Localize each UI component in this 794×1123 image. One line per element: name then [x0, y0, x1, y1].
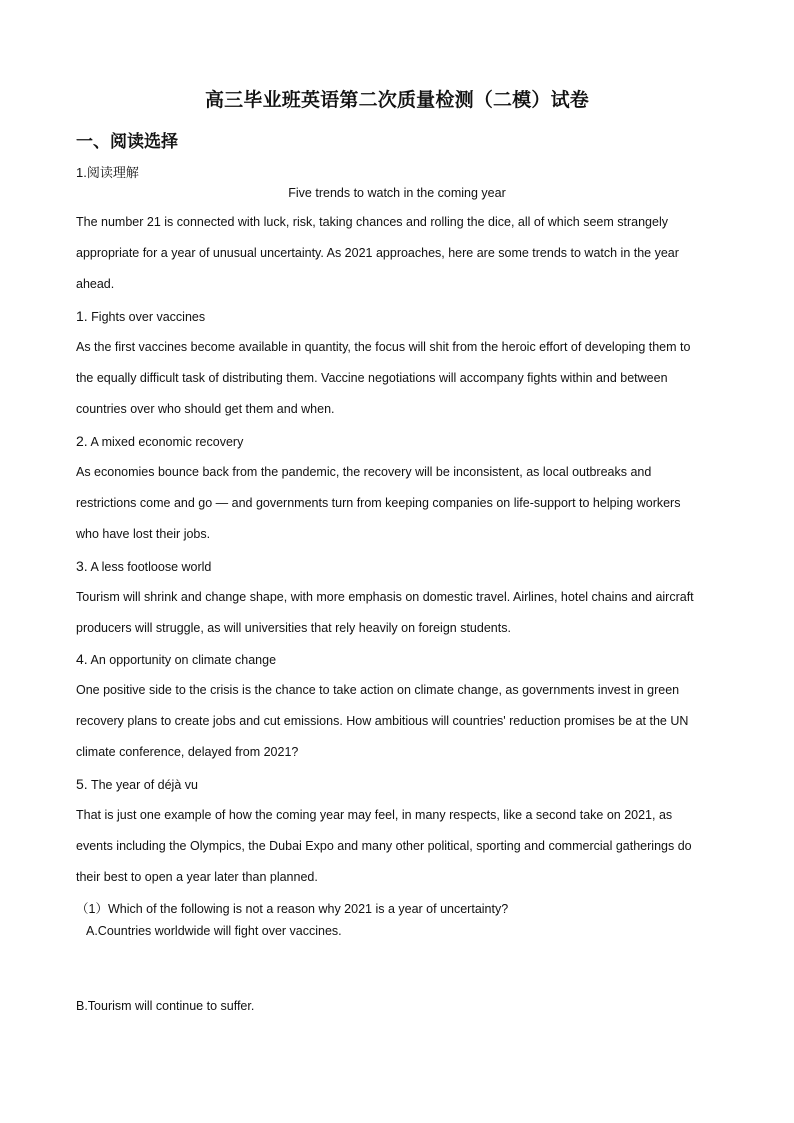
- trend-title: A less footloose world: [90, 560, 212, 574]
- trend-number: 2.: [76, 433, 88, 449]
- paragraph-line: producers will struggle, as will universities that rely heavily on foreign students.: [76, 621, 511, 635]
- trend-heading: [76, 308, 205, 324]
- paragraph-line: who have lost their jobs.: [76, 527, 211, 541]
- intro-line: ahead.: [76, 277, 115, 291]
- trend-number: 1.: [76, 308, 88, 324]
- paragraph-line: One positive side to the crisis is the chance to take action on climate change, as governments invest in green: [76, 683, 680, 697]
- sub-heading: 1.阅读理解: [76, 165, 139, 180]
- paragraph-line: Tourism will shrink and change shape, with more emphasis on domestic travel. Airlines, hotel chains and aircraft: [76, 590, 694, 604]
- article-title: Five trends to watch in the coming year: [288, 186, 506, 200]
- trend-title: A mixed economic recovery: [90, 435, 244, 449]
- paragraph-line: climate conference, delayed from 2021?: [76, 745, 299, 759]
- trend-number: 5.: [76, 776, 88, 792]
- paragraph-line: As economies bounce back from the pandemic, the recovery will be inconsistent, as local outbreaks and: [76, 465, 652, 479]
- trend-number: 4.: [76, 651, 88, 667]
- trend-number: 3.: [76, 558, 88, 574]
- section-heading: 一、阅读选择: [76, 132, 178, 151]
- paragraph-line: That is just one example of how the coming year may feel, in many respects, like a second take on 2021, as: [76, 808, 673, 822]
- trend-heading: [76, 651, 276, 667]
- trend-title: Fights over vaccines: [91, 310, 206, 324]
- trend-heading: [76, 433, 243, 449]
- paragraph-line: events including the Olympics, the Dubai Expo and many other political, sporting and commercial gatherings do: [76, 839, 692, 853]
- intro-line: The number 21 is connected with luck, risk, taking chances and rolling the dice, all of which seem strangely: [76, 215, 668, 229]
- option-b: B.Tourism will continue to suffer.: [76, 999, 255, 1013]
- paragraph-line: countries over who should get them and when.: [76, 402, 335, 416]
- exam-title: 高三毕业班英语第二次质量检测（二模）试卷: [204, 90, 589, 111]
- paragraph-line: restrictions come and go — and governments turn from keeping companies on life-support to helping workers: [76, 496, 681, 510]
- paragraph-line: As the first vaccines become available in quantity, the focus will shit from the heroic effort of developing them to: [76, 340, 691, 354]
- trend-heading: [76, 776, 198, 792]
- paragraph-line: the equally difficult task of distributing them. Vaccine negotiations will accompany fights within and between: [76, 371, 668, 385]
- question-stem: （1）Which of the following is not a reason why 2021 is a year of uncertainty?: [76, 902, 509, 916]
- trend-title: The year of déjà vu: [90, 778, 198, 792]
- option-a: A.Countries worldwide will fight over vaccines.: [86, 924, 342, 938]
- trend-heading: [76, 558, 211, 574]
- trend-title: An opportunity on climate change: [90, 653, 277, 667]
- intro-line: appropriate for a year of unusual uncertainty. As 2021 approaches, here are some trends to watch in the year: [76, 246, 679, 260]
- paragraph-line: recovery plans to create jobs and cut emissions. How ambitious will countries' reduction promises be at the UN: [76, 714, 689, 728]
- paragraph-line: their best to open a year later than planned.: [76, 870, 318, 884]
